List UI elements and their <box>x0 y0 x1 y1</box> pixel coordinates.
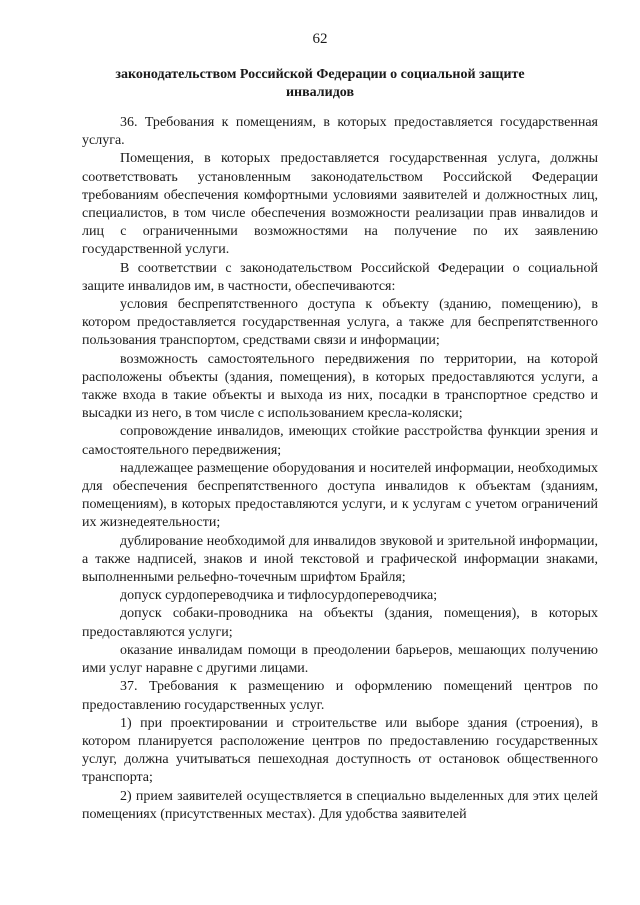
list-item: условия беспрепятственного доступа к объекту (зданию, помещению), в котором предоставляется государственная услуга, а также для беспрепятственного пользования транспортом, средствами связи и информации; <box>82 297 598 349</box>
list-item: оказание инвалидам помощи в преодолении барьеров, мешающих получению ими услуг наравне с другими лицами. <box>82 642 598 677</box>
page-number: 62 <box>312 31 328 47</box>
list-item: допуск собаки-проводника на объекты (здания, помещения), в которых предоставляются услуги; <box>82 606 598 640</box>
list-item: 2) прием заявителей осуществляется в специально выделенных для этих целей помещениях (присутственных местах). Для удобства заявителей <box>82 788 598 822</box>
list-item: надлежащее размещение оборудования и носителей информации, необходимых для обеспечения беспрепятственного доступа инвалидов к объектам (зданиям, помещениям), в которых предоставляются услуги, и к услугам с учетом ограничений их жизнедеятельности; <box>82 460 598 531</box>
paragraph-36-title: 36. Требования к помещениям, в которых предоставляется государственная услуга. <box>82 115 598 149</box>
body-text <box>82 114 598 824</box>
list-item: сопровождение инвалидов, имеющих стойкие расстройства функции зрения и самостоятельного передвижения; <box>82 424 598 458</box>
list-item: возможность самостоятельного передвижения по территории, на которой расположены объекты (здания, помещения), в которых предоставляются услуги, а также входа в такие объекты и выхода из них, посадки в транспортное средство и высадки из него, в том числе с использованием кресла-коляски; <box>82 351 598 422</box>
list-item: допуск сурдопереводчика и тифлосурдопереводчика; <box>120 588 438 604</box>
section-heading: законодательством Российской Федерации о социальной защите инвалидов <box>115 67 525 100</box>
list-item: 1) при проектировании и строительстве или выборе здания (строения), в котором планируется расположение центров по предоставлению государственных услуг, должна учитываться пешеходная доступность от остановок общественного транспорта; <box>82 715 598 786</box>
paragraph-37-title: 37. Требования к размещению и оформлению помещений центров по предоставлению государственных услуг. <box>82 679 598 713</box>
paragraph: В соответствии с законодательством Российской Федерации о социальной защите инвалидов им, в частности, обеспечиваются: <box>82 260 598 294</box>
paragraph: Помещения, в которых предоставляется государственная услуга, должны соответствовать установленным законодательством Российской Федерации требованиям обеспечения комфортными условиями заявителей и должностных лиц, специалистов, в том числе обеспечения возможности реализации прав инвалидов и лиц с ограниченными возможностями на получение по их заявлению государственной услуги. <box>82 151 598 258</box>
list-item: дублирование необходимой для инвалидов звуковой и зрительной информации, а также надписей, знаков и иной текстовой и графической информации знаками, выполненными рельефно-точечным шрифтом Брайля; <box>82 533 598 586</box>
